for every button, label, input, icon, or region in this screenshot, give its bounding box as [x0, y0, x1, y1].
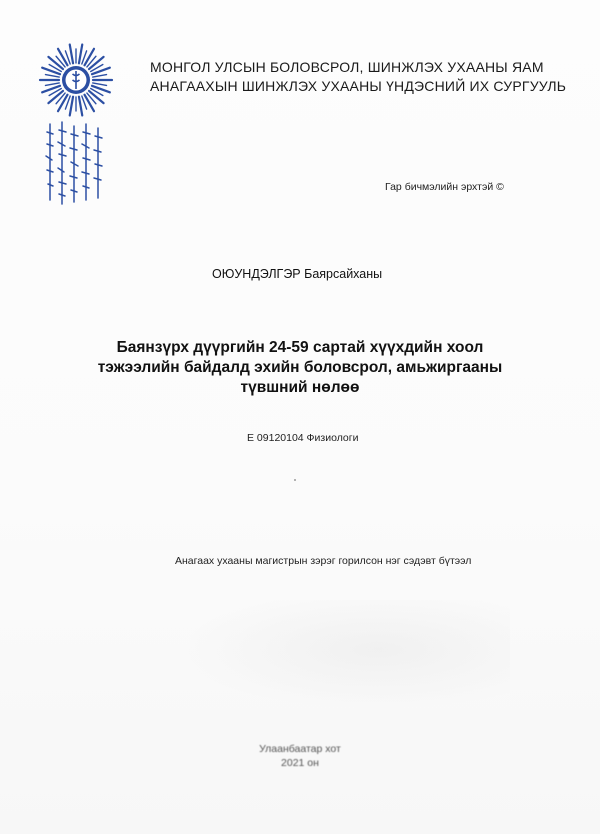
- mongolian-script-text-icon: [40, 120, 110, 210]
- header-line-university: АНАГААХЫН ШИНЖЛЭХ УХААНЫ ҮНДЭСНИЙ ИХ СУРГУУЛЬ: [150, 78, 567, 94]
- emblem-ray: [93, 75, 107, 77]
- scan-smudge: [180, 600, 510, 710]
- emblem-ray: [45, 83, 59, 85]
- emblem-ray: [70, 97, 73, 116]
- emblem-ray: [45, 75, 59, 77]
- thesis-title: [60, 338, 540, 398]
- specialty-code: Е 09120104 Физиологи: [247, 432, 359, 444]
- title-line-2: тэжээлийн байдалд эхийн боловсрол, амьжиргааны: [97, 359, 503, 376]
- header-line-ministry: МОНГОЛ УЛСЫН БОЛОВСРОЛ, ШИНЖЛЭХ УХААНЫ ЯАМ: [150, 59, 544, 75]
- ministry-header: [150, 58, 567, 96]
- degree-statement: Анагаах ухааны магистрын зэрэг горилсон нэг сэдэвт бүтээл: [175, 555, 472, 567]
- copyright-note: Гар бичмэлийн эрхтэй ©: [385, 181, 504, 193]
- author-name: ОЮУНДЭЛГЭР Баярсайханы: [212, 267, 383, 281]
- title-line-1: Баянзүрх дүүргийн 24-59 сартай хүүхдийн хоол: [116, 339, 484, 356]
- emblem-ray: [79, 97, 82, 116]
- footer-city: Улаанбаатар хот: [259, 743, 341, 755]
- emblem-ray: [79, 45, 82, 64]
- title-line-3: түвшний нөлөө: [240, 379, 360, 396]
- scan-speck: [294, 479, 296, 481]
- university-emblem-icon: [38, 42, 114, 118]
- emblem-ray: [70, 45, 73, 64]
- emblem-ray: [93, 83, 107, 85]
- footer-year: 2021 он: [281, 757, 319, 769]
- place-and-year: [240, 742, 360, 770]
